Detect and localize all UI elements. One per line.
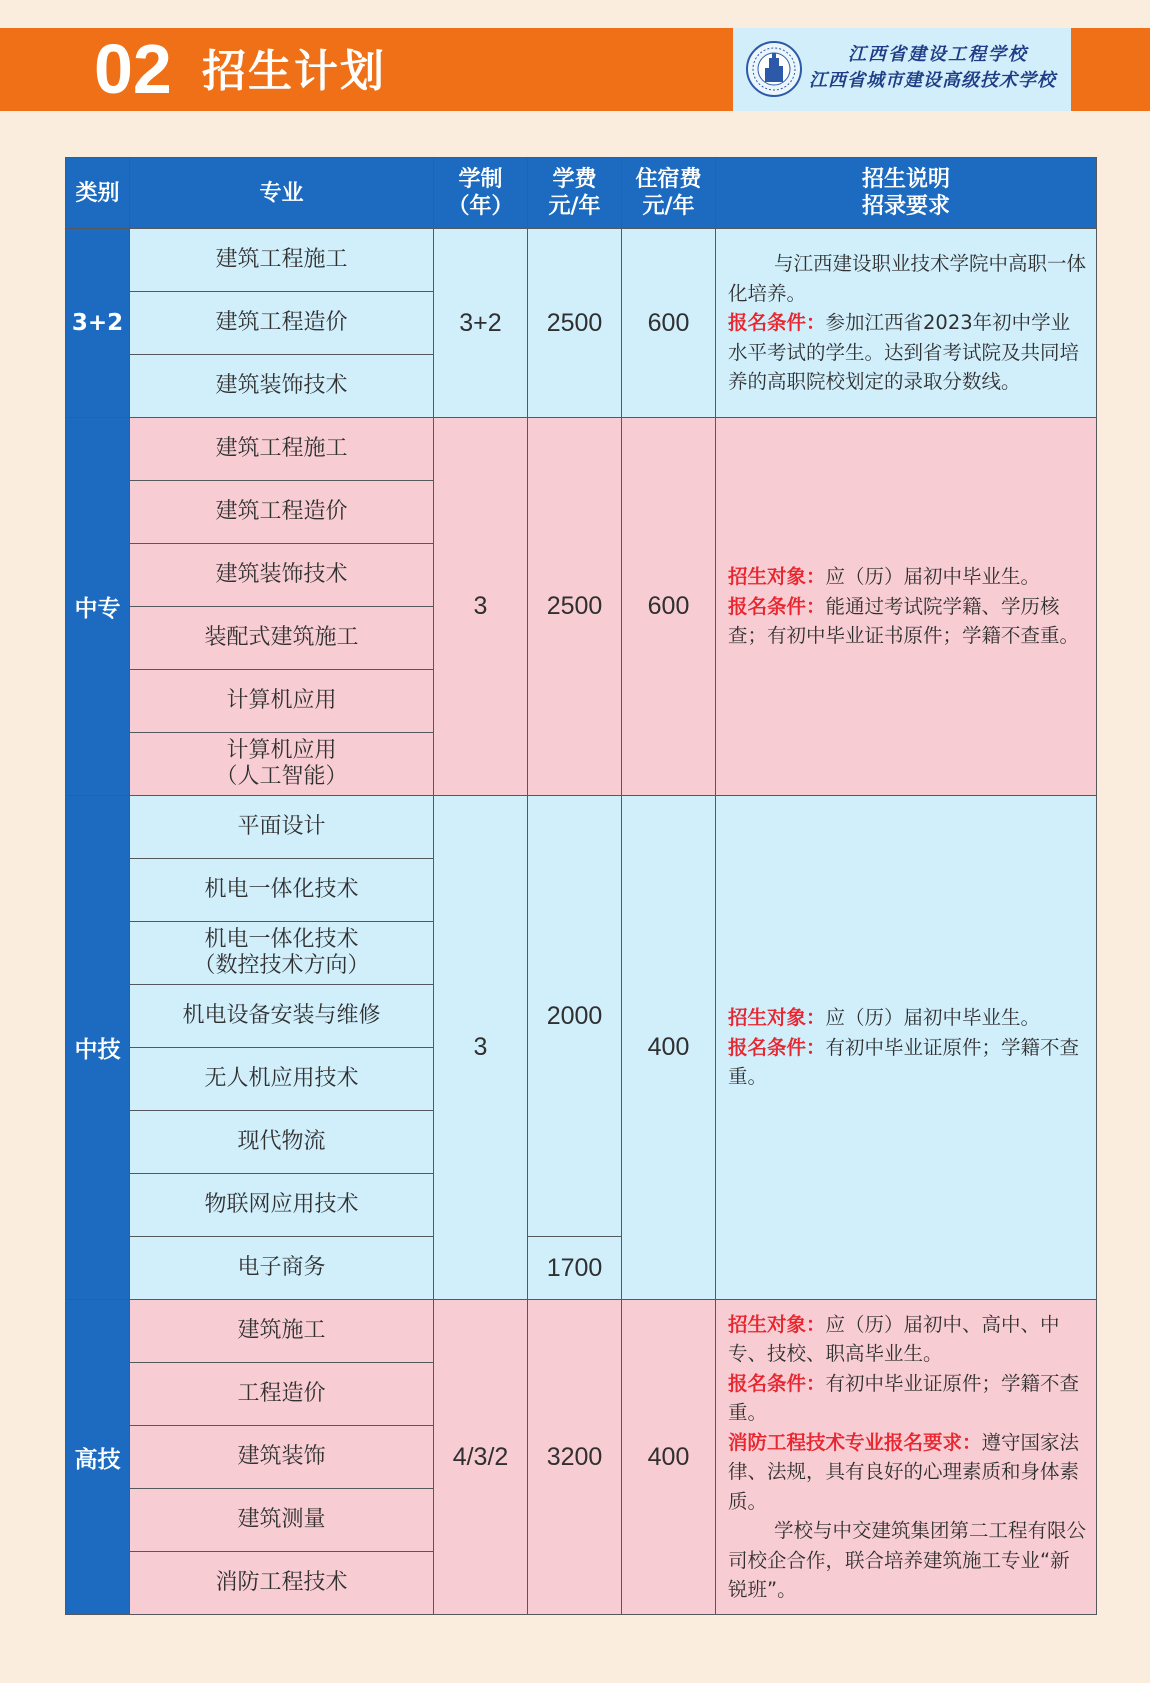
notes-cell: 招生对象：应（历）届初中毕业生。 报名条件：能通过考试院学籍、学历核查；有初中毕业证书原件；学籍不查重。 bbox=[716, 418, 1097, 796]
school-emblem-icon bbox=[745, 40, 803, 98]
table-row bbox=[66, 229, 1097, 292]
tuition-cell: 2500 bbox=[528, 229, 622, 418]
section-title: 招生计划 bbox=[202, 46, 386, 97]
major-cell: 建筑施工 bbox=[130, 1300, 434, 1363]
category-cell: 3+2 bbox=[66, 229, 130, 418]
table-row bbox=[66, 418, 1097, 481]
tuition-cell: 3200 bbox=[528, 1300, 622, 1615]
header-notes: 招生说明 招录要求 bbox=[716, 158, 1097, 229]
header-category: 类别 bbox=[66, 158, 130, 229]
major-cell: 消防工程技术 bbox=[130, 1552, 434, 1615]
notes-cell: 招生对象：应（历）届初中、高中、中专、技校、职高毕业生。 报名条件：有初中毕业证原件；学籍不查重。 消防工程技术专业报名要求：遵守国家法律、法规，具有良好的心理素质和身体素质。 学校与中交建筑集团第二工程有限公司校企合作，联合培养建筑施工专业“新锐班”。 bbox=[716, 1300, 1097, 1615]
notes-cell: 与江西建设职业技术学院中高职一体化培养。 报名条件：参加江西省2023年初中学业水平考试的学生。达到省考试院及共同培养的高职院校划定的录取分数线。 bbox=[716, 229, 1097, 418]
enrollment-plan-table bbox=[65, 157, 1097, 1615]
table-row bbox=[66, 796, 1097, 859]
major-cell: 建筑工程造价 bbox=[130, 292, 434, 355]
dorm-fee-cell: 400 bbox=[622, 1300, 716, 1615]
major-cell: 建筑工程施工 bbox=[130, 418, 434, 481]
school-name-2: 江西省城市建设高级技术学校 bbox=[809, 70, 1056, 91]
major-cell: 机电设备安装与维修 bbox=[130, 985, 434, 1048]
major-cell: 建筑装饰技术 bbox=[130, 544, 434, 607]
major-cell: 无人机应用技术 bbox=[130, 1048, 434, 1111]
header-major: 专业 bbox=[130, 158, 434, 229]
major-cell: 计算机应用 bbox=[130, 670, 434, 733]
notes-cell: 招生对象：应（历）届初中毕业生。 报名条件：有初中毕业证原件；学籍不查重。 bbox=[716, 796, 1097, 1300]
school-logo-box bbox=[733, 28, 1071, 111]
major-cell: 物联网应用技术 bbox=[130, 1174, 434, 1237]
category-cell: 中技 bbox=[66, 796, 130, 1300]
header-tuition: 学费 元/年 bbox=[528, 158, 622, 229]
section-number: 02 bbox=[94, 30, 172, 108]
major-cell: 电子商务 bbox=[130, 1237, 434, 1300]
major-cell: 建筑工程造价 bbox=[130, 481, 434, 544]
tuition-cell: 2500 bbox=[528, 418, 622, 796]
major-cell: 建筑装饰技术 bbox=[130, 355, 434, 418]
section-banner bbox=[0, 28, 1150, 111]
category-cell: 中专 bbox=[66, 418, 130, 796]
major-cell: 建筑测量 bbox=[130, 1489, 434, 1552]
dorm-fee-cell: 600 bbox=[622, 229, 716, 418]
major-cell: 计算机应用 （人工智能） bbox=[130, 733, 434, 796]
major-cell: 平面设计 bbox=[130, 796, 434, 859]
table-header-row bbox=[66, 158, 1097, 229]
table-row bbox=[66, 1300, 1097, 1363]
header-dorm-fee: 住宿费 元/年 bbox=[622, 158, 716, 229]
dorm-fee-cell: 600 bbox=[622, 418, 716, 796]
tuition-cell: 2000 bbox=[528, 796, 622, 1237]
major-cell: 建筑工程施工 bbox=[130, 229, 434, 292]
duration-cell: 3 bbox=[434, 796, 528, 1300]
major-cell: 机电一体化技术 bbox=[130, 859, 434, 922]
duration-cell: 3+2 bbox=[434, 229, 528, 418]
major-cell: 现代物流 bbox=[130, 1111, 434, 1174]
major-cell: 机电一体化技术 （数控技术方向） bbox=[130, 922, 434, 985]
duration-cell: 4/3/2 bbox=[434, 1300, 528, 1615]
major-cell: 工程造价 bbox=[130, 1363, 434, 1426]
dorm-fee-cell: 400 bbox=[622, 796, 716, 1300]
tuition-cell-ecommerce: 1700 bbox=[528, 1237, 622, 1300]
major-cell: 建筑装饰 bbox=[130, 1426, 434, 1489]
school-name-1: 江西省建设工程学校 bbox=[848, 44, 1028, 65]
major-cell: 装配式建筑施工 bbox=[130, 607, 434, 670]
category-cell: 高技 bbox=[66, 1300, 130, 1615]
header-duration: 学制 （年） bbox=[434, 158, 528, 229]
duration-cell: 3 bbox=[434, 418, 528, 796]
